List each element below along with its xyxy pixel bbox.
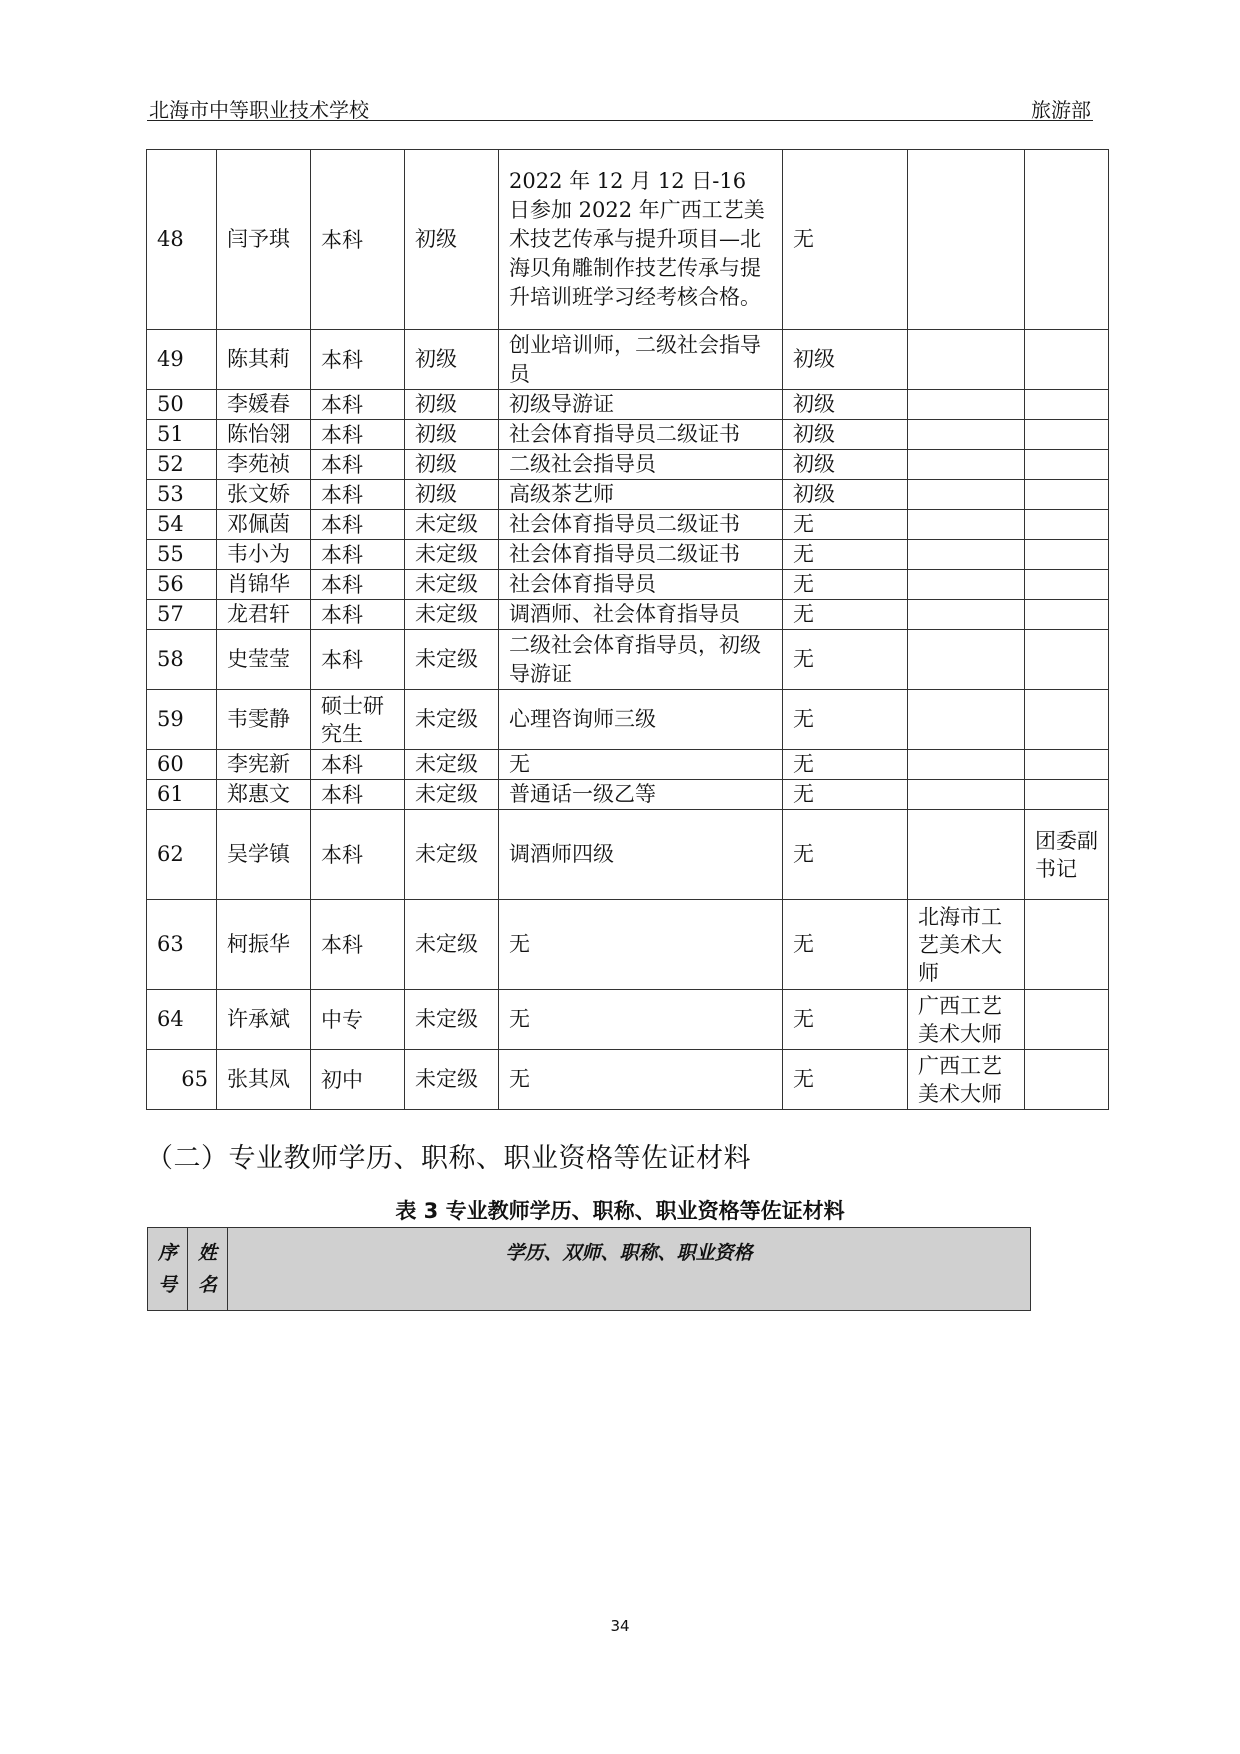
- cell-name: 陈其莉: [217, 330, 311, 390]
- cell-qualification: 无: [499, 900, 783, 990]
- cell-education: 本科: [311, 630, 405, 690]
- cell-title: 未定级: [405, 750, 499, 780]
- cell-title: 未定级: [405, 600, 499, 630]
- cell-level: 无: [783, 150, 908, 330]
- cell-post: [1025, 450, 1109, 480]
- col-name-label: 姓名: [197, 1242, 217, 1296]
- cell-qualification: 社会体育指导员二级证书: [499, 540, 783, 570]
- cell-honor: [908, 600, 1025, 630]
- cell-no: 60: [147, 750, 217, 780]
- cell-honor: [908, 780, 1025, 810]
- table-row: [147, 450, 1109, 480]
- table-row: [147, 480, 1109, 510]
- cell-title: 初级: [405, 150, 499, 330]
- cell-education: 本科: [311, 570, 405, 600]
- cell-title: 未定级: [405, 990, 499, 1050]
- cell-qualification: 无: [499, 750, 783, 780]
- cell-no: 62: [147, 810, 217, 900]
- cell-name: 韦小为: [217, 540, 311, 570]
- cell-honor: [908, 510, 1025, 540]
- cell-education: 本科: [311, 420, 405, 450]
- section-heading: （二）专业教师学历、职称、职业资格等佐证材料: [146, 1143, 751, 1174]
- cell-no: 64: [147, 990, 217, 1050]
- cell-title: 未定级: [405, 810, 499, 900]
- cell-honor: [908, 630, 1025, 690]
- cell-post: [1025, 510, 1109, 540]
- cell-level: 初级: [783, 450, 908, 480]
- table-row: [147, 780, 1109, 810]
- cell-name: 柯振华: [217, 900, 311, 990]
- col-no-label: 序号: [157, 1242, 177, 1296]
- cell-title: 未定级: [405, 540, 499, 570]
- cell-name: 闫予琪: [217, 150, 311, 330]
- cell-post: [1025, 600, 1109, 630]
- col-name-header: [188, 1228, 228, 1311]
- cell-title: 未定级: [405, 780, 499, 810]
- cell-qualification: 初级导游证: [499, 390, 783, 420]
- cell-education: 本科: [311, 750, 405, 780]
- cell-honor: [908, 390, 1025, 420]
- cell-level: 初级: [783, 390, 908, 420]
- table3-caption: 表 3 专业教师学历、职称、职业资格等佐证材料: [395, 1199, 845, 1223]
- cell-level: 无: [783, 600, 908, 630]
- cell-no: 49: [147, 330, 217, 390]
- cell-title: 未定级: [405, 1050, 499, 1110]
- cell-post: [1025, 1050, 1109, 1110]
- cell-education: 本科: [311, 330, 405, 390]
- cell-level: 初级: [783, 480, 908, 510]
- cell-education: 本科: [311, 450, 405, 480]
- cell-education: 初中: [311, 1050, 405, 1110]
- cell-education: 本科: [311, 510, 405, 540]
- cell-name: 肖锦华: [217, 570, 311, 600]
- cell-qualification: 2022 年 12 月 12 日-16 日参加 2022 年广西工艺美术技艺传承与提升项目—北海贝角雕制作技艺传承与提升培训班学习经考核合格。: [499, 150, 783, 330]
- cell-name: 邓佩茵: [217, 510, 311, 540]
- cell-name: 李媛春: [217, 390, 311, 420]
- cell-title: 未定级: [405, 630, 499, 690]
- cell-no: 48: [147, 150, 217, 330]
- cell-post: [1025, 540, 1109, 570]
- table-row: [147, 510, 1109, 540]
- cell-qualification: 社会体育指导员二级证书: [499, 420, 783, 450]
- school-name: 北海市中等职业技术学校: [149, 98, 369, 122]
- cell-honor: [908, 540, 1025, 570]
- cell-honor: [908, 750, 1025, 780]
- cell-title: 初级: [405, 420, 499, 450]
- table-row: [147, 540, 1109, 570]
- cell-level: 初级: [783, 330, 908, 390]
- cell-qualification: 二级社会体育指导员，初级导游证: [499, 630, 783, 690]
- cell-title: 未定级: [405, 570, 499, 600]
- cell-name: 李宪新: [217, 750, 311, 780]
- cell-honor: [908, 450, 1025, 480]
- cell-title: 初级: [405, 450, 499, 480]
- table-row: [147, 990, 1109, 1050]
- cell-honor: [908, 570, 1025, 600]
- cell-qualification: 心理咨询师三级: [499, 690, 783, 750]
- page-header: [147, 88, 1093, 121]
- table-row: [147, 330, 1109, 390]
- cell-honor: [908, 150, 1025, 330]
- cell-name: 郑惠文: [217, 780, 311, 810]
- cell-post: 团委副书记: [1025, 810, 1109, 900]
- cell-post: [1025, 750, 1109, 780]
- cell-name: 吴学镇: [217, 810, 311, 900]
- cell-no: 53: [147, 480, 217, 510]
- cell-post: [1025, 480, 1109, 510]
- cell-title: 未定级: [405, 900, 499, 990]
- cell-no: 51: [147, 420, 217, 450]
- cell-name: 李苑祯: [217, 450, 311, 480]
- cell-education: 本科: [311, 150, 405, 330]
- cell-level: 无: [783, 810, 908, 900]
- cell-level: 无: [783, 1050, 908, 1110]
- cell-post: [1025, 900, 1109, 990]
- cell-name: 龙君轩: [217, 600, 311, 630]
- table-row: [147, 900, 1109, 990]
- cell-post: [1025, 420, 1109, 450]
- cell-education: 本科: [311, 900, 405, 990]
- teacher-table: [146, 149, 1109, 1110]
- table-row: [147, 1050, 1109, 1110]
- cell-post: [1025, 330, 1109, 390]
- cell-education: 本科: [311, 540, 405, 570]
- cell-name: 张文娇: [217, 480, 311, 510]
- cell-honor: 广西工艺美术大师: [908, 990, 1025, 1050]
- cell-level: 无: [783, 750, 908, 780]
- cell-education: 硕士研究生: [311, 690, 405, 750]
- cell-title: 初级: [405, 480, 499, 510]
- cell-name: 张其凤: [217, 1050, 311, 1110]
- cell-level: 无: [783, 900, 908, 990]
- cell-honor: 北海市工艺美术大师: [908, 900, 1025, 990]
- cell-honor: 广西工艺美术大师: [908, 1050, 1025, 1110]
- cell-name: 史莹莹: [217, 630, 311, 690]
- cell-honor: [908, 330, 1025, 390]
- cell-title: 初级: [405, 330, 499, 390]
- cell-honor: [908, 420, 1025, 450]
- cell-post: [1025, 690, 1109, 750]
- cell-no: 61: [147, 780, 217, 810]
- cell-qualification: 二级社会指导员: [499, 450, 783, 480]
- table-row: [147, 810, 1109, 900]
- cell-education: 本科: [311, 810, 405, 900]
- cell-no: 55: [147, 540, 217, 570]
- cell-no: 57: [147, 600, 217, 630]
- cell-qualification: 社会体育指导员: [499, 570, 783, 600]
- col-main-header: 学历、双师、职称、职业资格: [228, 1228, 1031, 1311]
- cell-no: 50: [147, 390, 217, 420]
- cell-name: 韦雯静: [217, 690, 311, 750]
- cell-education: 本科: [311, 390, 405, 420]
- table-row: [147, 630, 1109, 690]
- cell-level: 无: [783, 630, 908, 690]
- cell-level: 无: [783, 540, 908, 570]
- table-row: [147, 600, 1109, 630]
- cell-no: 59: [147, 690, 217, 750]
- cell-title: 未定级: [405, 510, 499, 540]
- cell-honor: [908, 480, 1025, 510]
- cell-honor: [908, 690, 1025, 750]
- table-row: [147, 570, 1109, 600]
- cell-qualification: 创业培训师，二级社会指导员: [499, 330, 783, 390]
- cell-post: [1025, 390, 1109, 420]
- table-row: [147, 750, 1109, 780]
- table-row: [147, 390, 1109, 420]
- cell-education: 本科: [311, 600, 405, 630]
- table3-header: [147, 1227, 1031, 1311]
- cell-no: 56: [147, 570, 217, 600]
- cell-level: 无: [783, 780, 908, 810]
- cell-post: [1025, 630, 1109, 690]
- cell-post: [1025, 570, 1109, 600]
- cell-qualification: 高级茶艺师: [499, 480, 783, 510]
- cell-qualification: 调酒师四级: [499, 810, 783, 900]
- cell-level: 无: [783, 510, 908, 540]
- cell-qualification: 无: [499, 1050, 783, 1110]
- cell-level: 无: [783, 990, 908, 1050]
- department-name: 旅游部: [1031, 98, 1091, 122]
- cell-education: 本科: [311, 780, 405, 810]
- cell-qualification: 普通话一级乙等: [499, 780, 783, 810]
- page-number: 34: [610, 1617, 630, 1635]
- cell-no: 58: [147, 630, 217, 690]
- cell-title: 未定级: [405, 690, 499, 750]
- cell-education: 本科: [311, 480, 405, 510]
- cell-no: 65: [147, 1050, 217, 1110]
- col-no-header: [148, 1228, 188, 1311]
- cell-post: [1025, 990, 1109, 1050]
- cell-level: 初级: [783, 420, 908, 450]
- cell-no: 54: [147, 510, 217, 540]
- cell-qualification: 社会体育指导员二级证书: [499, 510, 783, 540]
- cell-level: 无: [783, 570, 908, 600]
- table-row: [147, 690, 1109, 750]
- cell-no: 52: [147, 450, 217, 480]
- cell-level: 无: [783, 690, 908, 750]
- cell-name: 陈怡翎: [217, 420, 311, 450]
- cell-post: [1025, 150, 1109, 330]
- cell-no: 63: [147, 900, 217, 990]
- cell-title: 初级: [405, 390, 499, 420]
- cell-education: 中专: [311, 990, 405, 1050]
- cell-honor: [908, 810, 1025, 900]
- cell-name: 许承斌: [217, 990, 311, 1050]
- cell-post: [1025, 780, 1109, 810]
- cell-qualification: 调酒师、社会体育指导员: [499, 600, 783, 630]
- cell-qualification: 无: [499, 990, 783, 1050]
- table-row: [147, 150, 1109, 330]
- table-row: [147, 420, 1109, 450]
